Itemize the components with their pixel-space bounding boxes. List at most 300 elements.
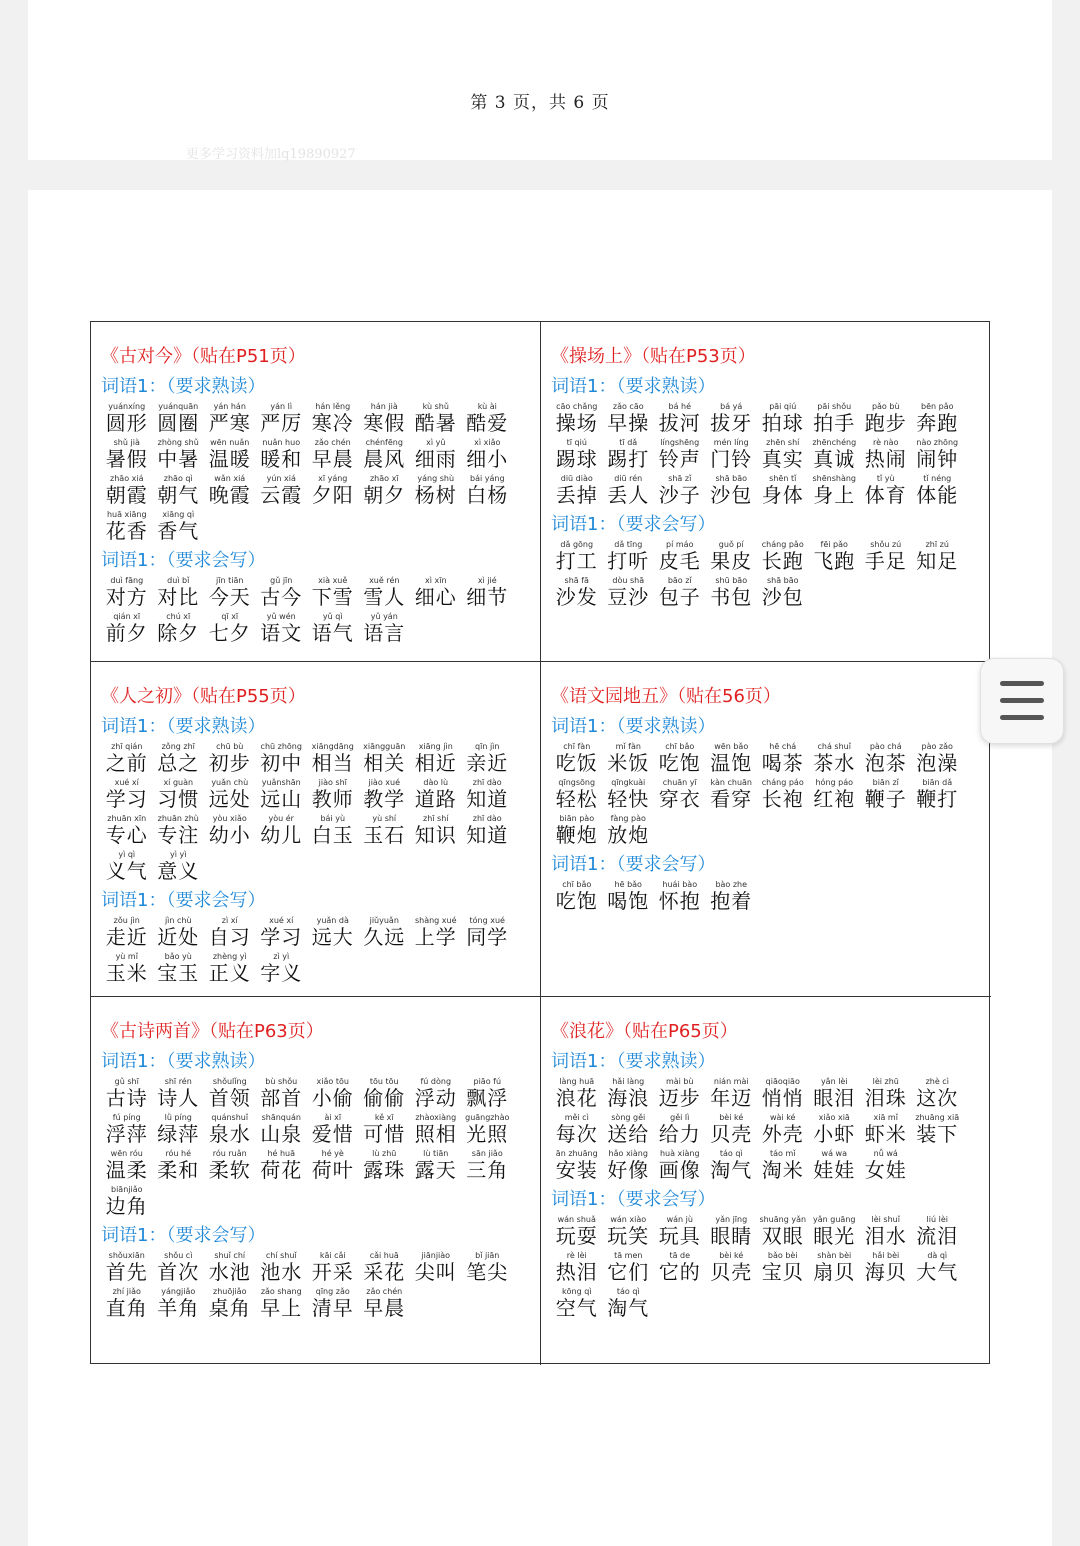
hanzi: 知道 xyxy=(466,787,509,811)
vocab-word xyxy=(809,1251,861,1283)
pinyin: wài ké xyxy=(770,1113,796,1122)
pinyin: zhī shí xyxy=(423,814,449,823)
pinyin: duì bǐ xyxy=(167,576,190,585)
vocab-word xyxy=(603,1251,655,1283)
vocab-word xyxy=(912,1215,964,1247)
hanzi: 玩具 xyxy=(658,1224,701,1248)
pinyin: zǒng zhī xyxy=(161,742,195,751)
hanzi: 山泉 xyxy=(260,1122,303,1146)
pinyin: měi cì xyxy=(564,1113,589,1122)
vocab-word xyxy=(204,1149,256,1181)
pinyin: jiānjiào xyxy=(421,1251,451,1260)
pinyin: tóng xué xyxy=(469,916,505,925)
hanzi: 可惜 xyxy=(363,1122,406,1146)
menu-icon-bar xyxy=(1000,698,1044,703)
vocab-word xyxy=(860,438,912,470)
pinyin: jiǔyuǎn xyxy=(369,916,399,925)
hanzi: 真诚 xyxy=(813,447,856,471)
pinyin: huā xiāng xyxy=(106,510,147,519)
hanzi: 首次 xyxy=(157,1260,200,1284)
hanzi: 尖叫 xyxy=(414,1260,457,1284)
hanzi: 义气 xyxy=(105,859,148,883)
hanzi: 柔软 xyxy=(208,1158,251,1182)
hanzi: 笔尖 xyxy=(466,1260,509,1284)
hanzi: 吃饭 xyxy=(555,751,598,775)
vocab-word xyxy=(757,438,809,470)
word-list xyxy=(551,402,985,510)
vocab-word xyxy=(359,474,411,506)
pinyin: lù tiān xyxy=(423,1149,449,1158)
pinyin: lù zhū xyxy=(372,1149,397,1158)
pinyin: wēn bǎo xyxy=(714,742,749,751)
hanzi: 飘浮 xyxy=(466,1086,509,1110)
vocab-word xyxy=(307,916,359,948)
hanzi: 羊角 xyxy=(157,1296,200,1320)
pinyin: bái yáng xyxy=(469,474,505,483)
pinyin: xué xí xyxy=(114,778,139,787)
pinyin: chī bǎo xyxy=(562,880,592,889)
hanzi: 水池 xyxy=(208,1260,251,1284)
menu-icon-bar xyxy=(1000,715,1044,720)
hanzi: 晚霞 xyxy=(208,483,251,507)
vocab-word xyxy=(809,540,861,572)
vocab-word xyxy=(256,474,308,506)
pinyin: rè lèi xyxy=(566,1251,587,1260)
hanzi: 双眼 xyxy=(761,1224,804,1248)
vocab-word xyxy=(307,1113,359,1145)
lesson-cell xyxy=(91,322,541,662)
vocab-word xyxy=(204,612,256,644)
vocab-word xyxy=(256,916,308,948)
vocab-word xyxy=(551,742,603,774)
hanzi: 对比 xyxy=(157,585,200,609)
vocab-word xyxy=(359,1113,411,1145)
vocab-word xyxy=(706,438,758,470)
pinyin: xué xí xyxy=(269,916,294,925)
pinyin: yǎn guāng xyxy=(813,1215,856,1224)
pinyin: chī fàn xyxy=(563,742,591,751)
hanzi: 喝茶 xyxy=(761,751,804,775)
pinyin: táo qì xyxy=(616,1287,640,1296)
hanzi: 给力 xyxy=(658,1122,701,1146)
vocab-word xyxy=(101,402,153,434)
vocab-word xyxy=(307,742,359,774)
pinyin: jiào shī xyxy=(318,778,347,787)
vocab-word xyxy=(603,880,655,912)
hanzi: 虾米 xyxy=(864,1122,907,1146)
vocab-word xyxy=(204,1113,256,1145)
pinyin: cāo chǎng xyxy=(556,402,598,411)
hanzi: 安装 xyxy=(555,1158,598,1182)
vocab-word xyxy=(603,1113,655,1145)
pinyin: shàn bèi xyxy=(817,1251,852,1260)
vocab-word xyxy=(256,612,308,644)
pinyin: hǎi làng xyxy=(612,1077,645,1086)
hanzi: 玉米 xyxy=(105,961,148,985)
vocab-word xyxy=(462,916,514,948)
hanzi: 热闹 xyxy=(864,447,907,471)
vocab-word xyxy=(153,778,205,810)
hanzi: 直角 xyxy=(105,1296,148,1320)
hanzi: 字义 xyxy=(260,961,303,985)
hanzi: 长跑 xyxy=(761,549,804,573)
pinyin: zì xí xyxy=(221,916,238,925)
vocab-word xyxy=(462,778,514,810)
pinyin: chū zhōng xyxy=(260,742,302,751)
hanzi: 幼小 xyxy=(208,823,251,847)
pinyin: fú dòng xyxy=(420,1077,452,1086)
hanzi: 奔跑 xyxy=(916,411,959,435)
vocab-word xyxy=(359,1287,411,1319)
vocab-word xyxy=(359,1077,411,1109)
pinyin: qián xī xyxy=(113,612,141,621)
pinyin: bǎo bèi xyxy=(767,1251,798,1260)
hanzi: 踢打 xyxy=(607,447,650,471)
vocab-word xyxy=(551,1251,603,1283)
pinyin: shā bāo xyxy=(715,474,748,483)
hanzi: 同学 xyxy=(466,925,509,949)
hanzi: 海浪 xyxy=(607,1086,650,1110)
hanzi: 相当 xyxy=(311,751,354,775)
word-list xyxy=(101,402,534,546)
hanzi: 幼儿 xyxy=(260,823,303,847)
hanzi: 除夕 xyxy=(157,621,200,645)
vocab-word xyxy=(204,814,256,846)
hanzi: 吃饱 xyxy=(658,751,701,775)
pinyin: shǔ jià xyxy=(113,438,140,447)
hanzi: 专心 xyxy=(105,823,148,847)
section-heading: 词语1：（要求会写） xyxy=(101,550,266,571)
hanzi: 米饭 xyxy=(607,751,650,775)
hanzi: 白杨 xyxy=(466,483,509,507)
pinyin: biān pào xyxy=(559,814,595,823)
pinyin: biānjiǎo xyxy=(110,1185,143,1194)
hanzi: 露天 xyxy=(414,1158,457,1182)
hanzi: 拔河 xyxy=(658,411,701,435)
pinyin: zhī zú xyxy=(925,540,949,549)
pinyin: yǎn lèi xyxy=(820,1077,848,1086)
vocab-word xyxy=(359,778,411,810)
pinyin: pāi shǒu xyxy=(817,402,852,411)
vocab-word xyxy=(410,814,462,846)
vocab-word xyxy=(410,778,462,810)
vocab-word xyxy=(809,1215,861,1247)
pinyin: xí guàn xyxy=(163,778,194,787)
hanzi: 贝壳 xyxy=(710,1122,753,1146)
pinyin: qiāoqiāo xyxy=(765,1077,800,1086)
pinyin: shàng xué xyxy=(414,916,457,925)
hanzi: 意义 xyxy=(157,859,200,883)
pinyin: zǒu jìn xyxy=(113,916,140,925)
vocab-word xyxy=(462,742,514,774)
pinyin: gěi lì xyxy=(670,1113,690,1122)
pinyin: duì fāng xyxy=(110,576,144,585)
hanzi: 杨树 xyxy=(414,483,457,507)
vocab-word xyxy=(603,778,655,810)
pinyin: pí máo xyxy=(666,540,694,549)
pinyin: shā bāo xyxy=(766,576,799,585)
pinyin: bāo zǐ xyxy=(667,576,692,585)
hanzi: 铃声 xyxy=(658,447,701,471)
pinyin: mǐ fàn xyxy=(615,742,641,751)
vocab-word xyxy=(204,438,256,470)
hanzi: 桌角 xyxy=(208,1296,251,1320)
pinyin: chū bù xyxy=(216,742,244,751)
pinyin: wǎn xiá xyxy=(214,474,246,483)
vocab-word xyxy=(912,1077,964,1109)
hanzi: 泉水 xyxy=(208,1122,251,1146)
vocab-word xyxy=(809,1113,861,1145)
pinyin: xiāng qì xyxy=(162,510,195,519)
vocab-word xyxy=(101,850,153,882)
pinyin: táo qì xyxy=(719,1149,743,1158)
hanzi: 沙包 xyxy=(710,483,753,507)
hanzi: 圆圈 xyxy=(157,411,200,435)
hanzi: 鞭炮 xyxy=(555,823,598,847)
vocab-word xyxy=(654,1149,706,1181)
hanzi: 手足 xyxy=(864,549,907,573)
pinyin: xì xiǎo xyxy=(474,438,501,447)
pinyin: kàn chuān xyxy=(710,778,753,787)
pinyin: zhī dào xyxy=(472,814,502,823)
pinyin: mén líng xyxy=(713,438,749,447)
pinyin: yòu ér xyxy=(268,814,294,823)
section-heading: 词语1：（要求熟读） xyxy=(551,1051,716,1072)
hanzi: 好像 xyxy=(607,1158,650,1182)
hanzi: 踢球 xyxy=(555,447,598,471)
hanzi: 泡茶 xyxy=(864,751,907,775)
hanzi: 部首 xyxy=(260,1086,303,1110)
vocab-word xyxy=(860,1215,912,1247)
pinyin: fú píng xyxy=(112,1113,141,1122)
pinyin: gǔ shī xyxy=(114,1077,139,1086)
vocab-word xyxy=(307,1149,359,1181)
hanzi: 泡澡 xyxy=(916,751,959,775)
vocab-word xyxy=(809,1077,861,1109)
vocab-word xyxy=(410,438,462,470)
hanzi: 寒假 xyxy=(363,411,406,435)
vocab-word xyxy=(256,576,308,608)
hanzi: 对方 xyxy=(105,585,148,609)
vocab-word xyxy=(359,916,411,948)
vocab-word xyxy=(256,952,308,984)
vocab-word xyxy=(153,1077,205,1109)
pinyin: quánshuǐ xyxy=(211,1113,249,1122)
vocab-word xyxy=(410,402,462,434)
vocab-word xyxy=(912,402,964,434)
pinyin: dǎ tīng xyxy=(614,540,643,549)
menu-button[interactable] xyxy=(980,658,1064,744)
hanzi: 相关 xyxy=(363,751,406,775)
hanzi: 下雪 xyxy=(311,585,354,609)
vocab-word xyxy=(359,742,411,774)
pinyin: kě xī xyxy=(374,1113,394,1122)
vocab-word xyxy=(706,1113,758,1145)
hanzi: 清早 xyxy=(311,1296,354,1320)
hanzi: 沙子 xyxy=(658,483,701,507)
hanzi: 古诗 xyxy=(105,1086,148,1110)
vocab-word xyxy=(551,814,603,846)
vocab-word xyxy=(307,1077,359,1109)
vocab-word xyxy=(153,438,205,470)
pinyin: qī xī xyxy=(221,612,239,621)
hanzi: 近处 xyxy=(157,925,200,949)
hanzi: 飞跑 xyxy=(813,549,856,573)
pinyin: zì yì xyxy=(273,952,290,961)
pinyin: xī yáng xyxy=(318,474,348,483)
vocab-word xyxy=(101,576,153,608)
vocab-word xyxy=(101,778,153,810)
vocab-word xyxy=(256,742,308,774)
vocab-word xyxy=(153,742,205,774)
hanzi: 它们 xyxy=(607,1260,650,1284)
watermark-text: 更多学习资料加lq19890927 xyxy=(186,147,356,162)
hanzi: 诗人 xyxy=(157,1086,200,1110)
pinyin: qīngsōng xyxy=(558,778,596,787)
vocab-word xyxy=(153,850,205,882)
section-heading: 词语1：（要求会写） xyxy=(551,1189,716,1210)
vocab-word xyxy=(410,1113,462,1145)
vocab-word xyxy=(603,814,655,846)
vocab-word xyxy=(757,1077,809,1109)
pinyin: sān jiǎo xyxy=(471,1149,503,1158)
hanzi: 看穿 xyxy=(710,787,753,811)
pinyin: jiào xué xyxy=(368,778,400,787)
vocab-word xyxy=(101,474,153,506)
pinyin: hán jià xyxy=(370,402,398,411)
pinyin: hóng páo xyxy=(815,778,854,787)
hanzi: 扇贝 xyxy=(813,1260,856,1284)
pinyin: róu ruǎn xyxy=(212,1149,247,1158)
hanzi: 远大 xyxy=(311,925,354,949)
pinyin: shī rén xyxy=(164,1077,192,1086)
vocab-word xyxy=(654,880,706,912)
vocab-word xyxy=(101,742,153,774)
vocab-word xyxy=(101,438,153,470)
vocab-word xyxy=(256,1113,308,1145)
vocab-word xyxy=(256,1077,308,1109)
vocab-word xyxy=(204,778,256,810)
hanzi: 前夕 xyxy=(105,621,148,645)
vocab-word xyxy=(757,1215,809,1247)
hanzi: 习惯 xyxy=(157,787,200,811)
hanzi: 走近 xyxy=(105,925,148,949)
pinyin: zhī qián xyxy=(111,742,143,751)
vocab-word xyxy=(757,402,809,434)
hanzi: 暖和 xyxy=(260,447,303,471)
pinyin: yǎn jīng xyxy=(715,1215,748,1224)
pinyin: xì yǔ xyxy=(426,438,446,447)
pinyin: shǒu cì xyxy=(164,1251,193,1260)
pinyin: yáng shù xyxy=(417,474,455,483)
vocab-word xyxy=(204,1251,256,1283)
vocab-word xyxy=(307,778,359,810)
hanzi: 细雨 xyxy=(414,447,457,471)
pinyin: táo mǐ xyxy=(770,1149,796,1158)
pinyin: qīngkuài xyxy=(611,778,646,787)
pinyin: liú lèi xyxy=(926,1215,948,1224)
pinyin: cháng pǎo xyxy=(761,540,804,549)
pinyin: xiāngdāng xyxy=(311,742,354,751)
vocab-word xyxy=(359,612,411,644)
hanzi: 初中 xyxy=(260,751,303,775)
pinyin: dào lù xyxy=(423,778,449,787)
vocab-word xyxy=(462,1077,514,1109)
pinyin: zhuōjiǎo xyxy=(213,1287,247,1296)
section-heading: 词语1：（要求熟读） xyxy=(101,716,266,737)
hanzi: 跑步 xyxy=(864,411,907,435)
hanzi: 晨风 xyxy=(363,447,406,471)
section-heading: 词语1：（要求会写） xyxy=(551,854,716,875)
vocab-word xyxy=(551,474,603,506)
pinyin: yǔ yán xyxy=(370,612,398,621)
hanzi: 道路 xyxy=(414,787,457,811)
hanzi: 娃娃 xyxy=(813,1158,856,1182)
pinyin: hē chá xyxy=(769,742,797,751)
pinyin: zhuān zhù xyxy=(157,814,199,823)
vocab-word xyxy=(551,402,603,434)
pinyin: qīng zǎo xyxy=(315,1287,350,1296)
vocab-word xyxy=(307,438,359,470)
pinyin: qīn jìn xyxy=(475,742,500,751)
pinyin: guǒ pí xyxy=(718,540,744,549)
hanzi: 丢人 xyxy=(607,483,650,507)
vocab-word xyxy=(860,540,912,572)
pinyin: tī qiú xyxy=(566,438,587,447)
hanzi: 浮萍 xyxy=(105,1122,148,1146)
vocab-word xyxy=(359,814,411,846)
pinyin: xiǎo xiā xyxy=(818,1113,850,1122)
hanzi: 正义 xyxy=(208,961,251,985)
hanzi: 包子 xyxy=(658,585,701,609)
hanzi: 玩笑 xyxy=(607,1224,650,1248)
vocab-word xyxy=(462,576,514,608)
pinyin: yù mǐ xyxy=(115,952,138,961)
pinyin: yángjiǎo xyxy=(161,1287,196,1296)
hanzi: 白玉 xyxy=(311,823,354,847)
hanzi: 迈步 xyxy=(658,1086,701,1110)
hanzi: 严厉 xyxy=(260,411,303,435)
pinyin: xiā mǐ xyxy=(873,1113,898,1122)
vocab-word xyxy=(706,540,758,572)
section-heading: 词语1：（要求会写） xyxy=(101,890,266,911)
vocab-word xyxy=(256,1149,308,1181)
hanzi: 热泪 xyxy=(555,1260,598,1284)
vocab-word xyxy=(809,1149,861,1181)
hanzi: 暑假 xyxy=(105,447,148,471)
vocab-word xyxy=(860,474,912,506)
pinyin: wēn róu xyxy=(110,1149,143,1158)
vocab-word xyxy=(757,1113,809,1145)
hanzi: 画像 xyxy=(658,1158,701,1182)
vocab-word xyxy=(256,438,308,470)
pinyin: yuánquān xyxy=(158,402,199,411)
section-heading: 词语1：（要求熟读） xyxy=(551,716,716,737)
vocab-word xyxy=(603,1077,655,1109)
menu-icon xyxy=(1000,681,1044,686)
hanzi: 偷偷 xyxy=(363,1086,406,1110)
pinyin: shā zǐ xyxy=(668,474,692,483)
hanzi: 光照 xyxy=(466,1122,509,1146)
pinyin: pāi qiú xyxy=(769,402,797,411)
hanzi: 教学 xyxy=(363,787,406,811)
vocab-word xyxy=(706,576,758,608)
hanzi: 语言 xyxy=(363,621,406,645)
hanzi: 荷花 xyxy=(260,1158,303,1182)
vocab-word xyxy=(706,1149,758,1181)
vocab-word xyxy=(706,1077,758,1109)
hanzi: 寒冷 xyxy=(311,411,354,435)
